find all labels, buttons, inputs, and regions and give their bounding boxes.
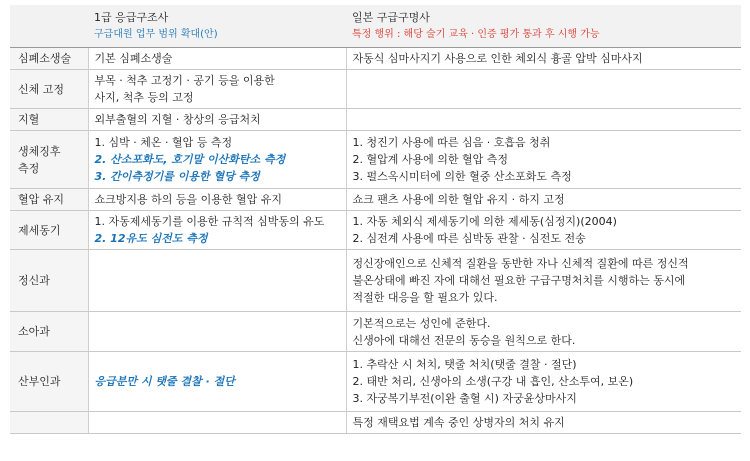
japan-scope-cell	[346, 211, 741, 250]
scope-item: 부목 · 척추 고정기 · 공기 등을 이용한	[94, 74, 275, 87]
scope-item: 사지, 척추 등의 고정	[94, 91, 194, 104]
korean-scope-cell	[88, 109, 346, 131]
comparison-table	[10, 5, 741, 434]
expanded-scope-item: 2. 12유도 심전도 측정	[94, 232, 208, 245]
scope-item: 1. 심박 · 체온 · 혈압 등 측정	[94, 136, 233, 149]
expanded-scope-item: 응급분만 시 탯줄 결찰 · 절단	[94, 375, 235, 388]
korean-scope-cell	[88, 352, 346, 412]
header-japan-cell	[346, 5, 741, 48]
korean-scope-cell	[88, 250, 346, 312]
scope-item: 정신장애인으로 신체적 질환을 동반한 자나 신체적 질환에 따른 정신적	[352, 257, 689, 270]
header-korean-cell	[88, 5, 346, 48]
row-category-label: 혈압 유지	[18, 193, 65, 206]
table-row	[10, 70, 741, 109]
expanded-scope-item: 2. 산소포화도, 호기말 이산화탄소 측정	[94, 153, 286, 166]
table-row	[10, 250, 741, 312]
scope-item: 쇼크 팬츠 사용에 의한 혈압 유지 · 하지 고정	[352, 193, 565, 206]
row-category-cell	[10, 189, 88, 211]
scope-item: 1. 청진기 사용에 따른 심음 · 호흡음 청취	[352, 136, 551, 149]
row-category-label: 측정	[18, 161, 40, 175]
row-category-label: 신체 고정	[18, 82, 65, 96]
row-category-label: 심폐소생술	[18, 52, 72, 65]
scope-item: 적절한 대응을 할 필요가 있다.	[352, 291, 498, 304]
korean-scope-cell	[88, 412, 346, 434]
scope-item: 불온상태에 빠진 자에 대해선 필요한 구급구명처치를 시행하는 동시에	[352, 274, 686, 287]
scope-item: 2. 태반 처리, 신생아의 소생(구강 내 흡인, 산소투여, 보온)	[352, 375, 634, 388]
row-category-cell	[10, 250, 88, 312]
korean-scope-cell	[88, 211, 346, 250]
table-row	[10, 189, 741, 211]
japan-scope-cell	[346, 412, 741, 434]
scope-item: 2. 혈압계 사용에 의한 혈압 측정	[352, 153, 508, 166]
japan-scope-cell	[346, 131, 741, 189]
row-category-cell	[10, 70, 88, 109]
row-category-cell	[10, 109, 88, 131]
table-header-row	[10, 5, 741, 48]
japan-scope-cell	[346, 70, 741, 109]
row-category-cell	[10, 48, 88, 70]
scope-item: 3. 자궁복기부전(이완 출혈 시) 자궁윤상마사지	[352, 392, 577, 405]
header-japan-subtitle: 특정 행위 : 해당 술기 교육 · 인증 평가 통과 후 시행 가능	[352, 29, 600, 40]
row-category-label: 소아과	[18, 325, 50, 338]
header-korean-title: 1급 응급구조사	[94, 11, 169, 24]
scope-item: 3. 펄스옥시미터에 의한 혈중 산소포화도 측정	[352, 170, 572, 183]
scope-item: 1. 추락산 시 처치, 탯줄 처치(탯줄 결찰 · 절단)	[352, 358, 577, 371]
header-korean-subtitle: 구급대원 업무 범위 확대(안)	[94, 29, 218, 40]
scope-item: 1. 자동 체외식 제세동기에 의한 제세동(심정지)(2004)	[352, 215, 617, 228]
scope-item: 특정 재택요법 계속 중인 상병자의 처치 유지	[352, 416, 565, 429]
korean-scope-cell	[88, 131, 346, 189]
scope-item: 2. 심전계 사용에 따른 심박동 관찰 · 심전도 전송	[352, 232, 586, 245]
row-category-label: 생체징후	[18, 144, 61, 158]
row-category-cell	[10, 211, 88, 250]
table-row	[10, 312, 741, 352]
scope-item: 기본 심폐소생술	[94, 52, 173, 65]
header-category-cell	[10, 5, 88, 48]
korean-scope-cell	[88, 312, 346, 352]
row-category-cell	[10, 131, 88, 189]
table-row	[10, 352, 741, 412]
japan-scope-cell	[346, 48, 741, 70]
table-body	[10, 48, 741, 434]
row-category-label: 산부인과	[18, 375, 61, 388]
row-category-label: 지혈	[18, 113, 40, 126]
scope-item: 외부출혈의 지혈 · 창상의 응급처치	[94, 113, 261, 126]
expanded-scope-item: 3. 간이측정기를 이용한 혈당 측정	[94, 170, 260, 183]
japan-scope-cell	[346, 312, 741, 352]
table-row	[10, 131, 741, 189]
table-row	[10, 48, 741, 70]
scope-item: 자동식 심마사지기 사용으로 인한 체외식 흉골 압박 심마사지	[352, 52, 643, 65]
japan-scope-cell	[346, 109, 741, 131]
scope-item: 1. 자동제세동기를 이용한 규칙적 심박동의 유도	[94, 215, 325, 228]
table-row	[10, 109, 741, 131]
japan-scope-cell	[346, 189, 741, 211]
row-category-label: 정신과	[18, 274, 50, 287]
japan-scope-cell	[346, 250, 741, 312]
scope-item: 기본적으로는 성인에 준한다.	[352, 316, 491, 330]
row-category-label: 제세동기	[18, 223, 61, 237]
table-row	[10, 412, 741, 434]
korean-scope-cell	[88, 189, 346, 211]
row-category-cell	[10, 352, 88, 412]
scope-item: 신생아에 대해선 전문의 동승을 원칙으로 한다.	[352, 333, 576, 347]
scope-item: 쇼크방지용 하의 등을 이용한 혈압 유지	[94, 193, 282, 206]
korean-scope-cell	[88, 48, 346, 70]
korean-scope-cell	[88, 70, 346, 109]
row-category-cell	[10, 312, 88, 352]
header-japan-title: 일본 구급구명사	[352, 11, 430, 24]
japan-scope-cell	[346, 352, 741, 412]
table-row	[10, 211, 741, 250]
row-category-cell	[10, 412, 88, 434]
